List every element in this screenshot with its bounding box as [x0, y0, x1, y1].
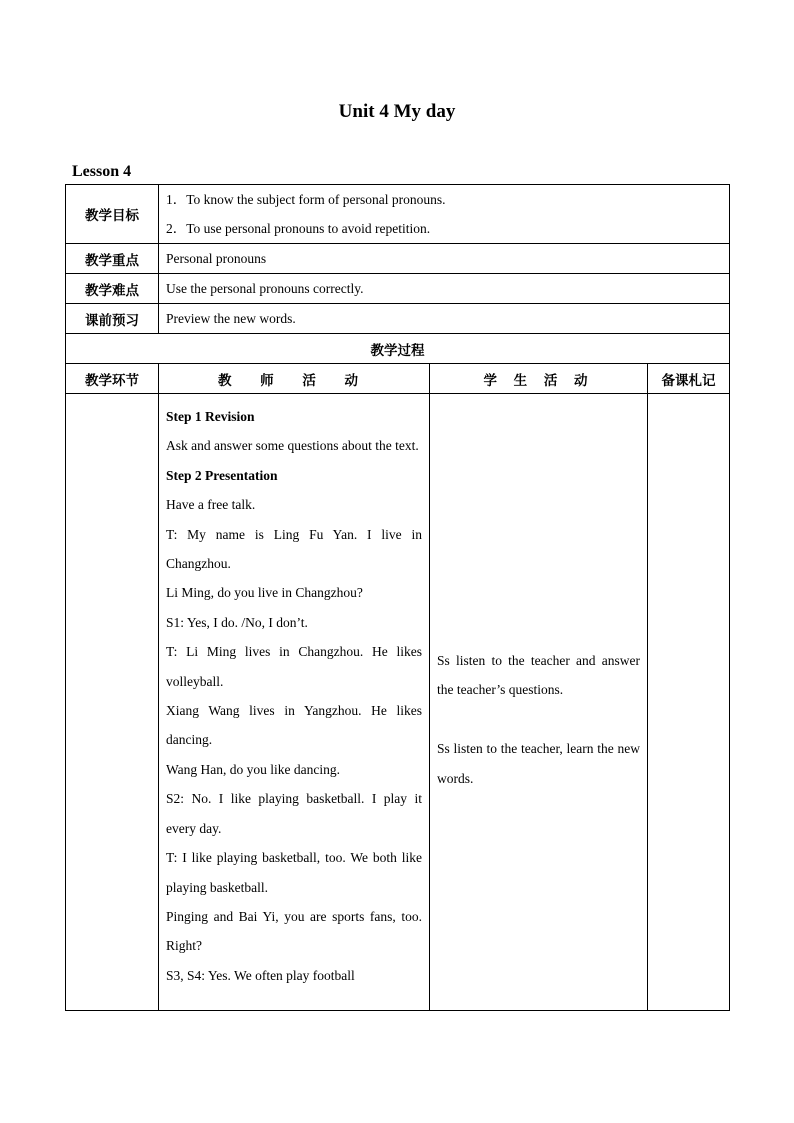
key-points-label: 教学重点 — [66, 244, 159, 274]
teacher-activity-line: Ask and answer some questions about the text. — [166, 438, 419, 454]
objectives-row — [66, 185, 730, 244]
lesson-heading: Lesson 4 — [72, 163, 132, 180]
process-title-row — [66, 334, 730, 364]
preview-label: 课前预习 — [66, 304, 159, 334]
lesson-plan-table — [65, 184, 730, 1011]
page-title: Unit 4 My day — [338, 101, 456, 122]
preview-text: Preview the new words. — [159, 304, 730, 334]
student-activity-list — [430, 611, 647, 793]
stage-cell — [66, 394, 159, 1011]
teacher-activity-line: S1: Yes, I do. /No, I don’t. — [166, 614, 308, 630]
objective-item: 1．To know the subject form of personal pronouns. — [166, 192, 446, 207]
step-heading: Step 2 Presentation — [166, 467, 278, 483]
teacher-activity-list — [159, 394, 429, 990]
teacher-activity-line: Wang Han, do you like dancing. — [166, 761, 340, 777]
student-activity-item: Ss listen to the teacher, learn the new words. — [437, 741, 640, 786]
key-points-row — [66, 244, 730, 274]
objective-item: 2．To use personal pronouns to avoid repetition. — [166, 221, 431, 236]
process-body-row — [66, 394, 730, 1011]
column-header-teacher: 教 师 活 动 — [159, 364, 430, 394]
key-points-text: Personal pronouns — [159, 244, 730, 274]
difficulties-label: 教学难点 — [66, 274, 159, 304]
notes-cell — [648, 394, 730, 1011]
column-header-row — [66, 364, 730, 394]
student-activity-item: Ss listen to the teacher and answer the teacher’s questions. — [437, 652, 640, 698]
teacher-activity-line: T: Li Ming lives in Changzhou. He likes volleyball. — [166, 644, 422, 689]
teacher-activity-cell — [159, 394, 430, 1011]
step-heading: Step 1 Revision — [166, 409, 255, 424]
column-header-student: 学 生 活 动 — [430, 364, 648, 394]
process-title: 教学过程 — [66, 334, 730, 364]
difficulties-text: Use the personal pronouns correctly. — [159, 274, 730, 304]
teacher-activity-line: Xiang Wang lives in Yangzhou. He likes dancing. — [166, 703, 422, 748]
teacher-activity-line: S2: No. I like playing basketball. I play it every day. — [166, 791, 422, 836]
objectives-cell — [159, 185, 730, 244]
column-header-notes: 备课札记 — [648, 364, 730, 394]
preview-row — [66, 304, 730, 334]
column-header-stage: 教学环节 — [66, 364, 159, 394]
teacher-activity-line: S3, S4: Yes. We often play football — [166, 967, 355, 983]
student-activity-cell — [430, 394, 648, 1011]
teacher-activity-line: T: I like playing basketball, too. We both like playing basketball. — [166, 850, 422, 895]
teacher-activity-line: T: My name is Ling Fu Yan. I live in Changzhou. — [166, 526, 422, 572]
difficulties-row — [66, 274, 730, 304]
teacher-activity-line: Li Ming, do you live in Changzhou? — [166, 585, 363, 601]
teacher-activity-line: Pinging and Bai Yi, you are sports fans, too. Right? — [166, 908, 422, 954]
objectives-label: 教学目标 — [66, 185, 159, 244]
teacher-activity-line: Have a free talk. — [166, 497, 256, 513]
